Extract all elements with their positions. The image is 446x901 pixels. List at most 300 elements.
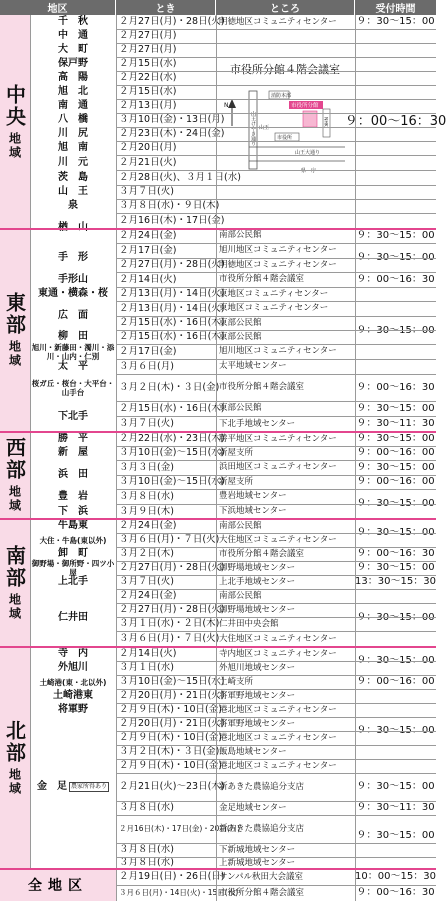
date-32: ３月８日(水) bbox=[119, 490, 174, 502]
time-16: ９：30〜15：00 bbox=[356, 251, 435, 263]
place-15: 南部公民館 bbox=[219, 230, 262, 241]
district-label: 中 通 bbox=[58, 30, 88, 41]
district-label: 御野場・御所野・四ツ小屋 bbox=[31, 559, 115, 577]
district-24 bbox=[30, 359, 116, 374]
row-divider bbox=[116, 759, 436, 760]
region-north bbox=[0, 647, 30, 868]
district-label: 川 尻 bbox=[58, 128, 88, 139]
place-21: 東部公民館 bbox=[219, 317, 262, 328]
place-47: 港北地区コミュニティセンター bbox=[219, 704, 337, 715]
district-label: 川 元 bbox=[58, 156, 88, 168]
place-41: 仁井田中央会館 bbox=[219, 618, 279, 629]
district-label: 下 浜 bbox=[58, 505, 88, 517]
row-divider bbox=[116, 57, 436, 58]
date-50: ３月２日(木)・３日(金) bbox=[119, 746, 220, 758]
district-32 bbox=[30, 489, 116, 504]
row-divider bbox=[116, 287, 436, 288]
district-10 bbox=[30, 155, 116, 170]
place-29: 新屋支所 bbox=[219, 447, 254, 458]
date-24: ３月６日(月) bbox=[119, 360, 174, 372]
row-divider bbox=[116, 374, 436, 375]
row-divider bbox=[116, 43, 436, 44]
row-divider bbox=[116, 344, 436, 345]
time-31: ９：00〜16：00 bbox=[356, 476, 435, 487]
district-44 bbox=[30, 661, 116, 675]
row-divider bbox=[116, 885, 436, 886]
date-19: ２月13日(月)・14日(火) bbox=[119, 288, 225, 300]
district-label: 外旭川 bbox=[58, 662, 88, 673]
district-label: 柳 田 bbox=[58, 331, 88, 342]
time-15: ９：30〜15：00 bbox=[356, 229, 435, 241]
row-divider bbox=[116, 703, 436, 704]
date-17: ２月27日(月)・28日(火) bbox=[119, 259, 225, 271]
region-separator bbox=[0, 431, 436, 433]
time-37: ９：30〜15：00 bbox=[356, 562, 435, 573]
row-divider bbox=[116, 675, 436, 676]
row-divider bbox=[116, 243, 436, 244]
row-divider bbox=[116, 857, 436, 858]
region-separator bbox=[0, 518, 436, 520]
row-divider bbox=[116, 316, 436, 317]
place-20: 東地区コミュニティセンター bbox=[219, 303, 329, 314]
district-label: 桜ガ丘・桜台・大平台・山手台 bbox=[31, 378, 115, 397]
district-label: 茨 島 bbox=[58, 171, 88, 183]
date-3: ２月15日(水) bbox=[119, 58, 177, 70]
place-32: 豊岩地域センター bbox=[219, 491, 287, 502]
place-22: 東部公民館 bbox=[219, 331, 262, 342]
date-5: ２月15日(水) bbox=[119, 86, 177, 98]
district-50 bbox=[30, 745, 116, 773]
district-label: 手形山 bbox=[58, 273, 88, 285]
district-23 bbox=[30, 344, 116, 359]
region-south-suffix: 地域 bbox=[7, 592, 22, 621]
district-29 bbox=[30, 446, 116, 460]
date-0: ２月27日(月)・28日(火) bbox=[119, 16, 225, 28]
district-13 bbox=[30, 199, 116, 213]
district-label: 豊 岩 bbox=[58, 490, 88, 502]
date-31: ３月10日(金)〜15日(水) bbox=[119, 476, 225, 488]
date-45: ３月10日(金)〜15日(水) bbox=[119, 676, 225, 688]
map-title: 市役所分館４階会議室 bbox=[230, 63, 340, 76]
row-divider bbox=[116, 359, 436, 360]
district-12 bbox=[30, 185, 116, 199]
place-25: 市役所分館４階会議室 bbox=[219, 382, 305, 393]
row-divider bbox=[116, 416, 436, 417]
header-time: 受付時間 bbox=[355, 0, 436, 15]
date-10: ２月21日(火) bbox=[119, 156, 177, 168]
region-west-name: 西部 bbox=[2, 437, 27, 481]
region-east bbox=[0, 229, 30, 431]
time-54: ９：30〜15：00 bbox=[356, 830, 435, 841]
district-53 bbox=[30, 801, 116, 843]
region-west-suffix: 地域 bbox=[7, 485, 22, 513]
date-23: ２月17日(金) bbox=[119, 345, 177, 357]
row-divider bbox=[116, 547, 436, 548]
district-26 bbox=[30, 401, 116, 432]
district-label: 手 形 bbox=[58, 251, 88, 263]
time-43: ９：30〜15：00 bbox=[356, 655, 435, 666]
col-divider bbox=[355, 15, 356, 901]
district-48 bbox=[30, 717, 116, 745]
district-45 bbox=[30, 675, 116, 689]
region-separator bbox=[0, 868, 436, 870]
date-52: ２月21日(火)〜23日(木) bbox=[119, 781, 225, 793]
district-label: 勝 平 bbox=[58, 433, 88, 444]
district-39 bbox=[30, 589, 116, 647]
place-45: 土崎支所 bbox=[219, 676, 254, 687]
date-41: ３月１日(水)・２日(木) bbox=[119, 618, 220, 630]
place-57: サンパル秋田大会議室 bbox=[219, 871, 303, 882]
region-all: 全地区 bbox=[0, 869, 116, 901]
row-divider bbox=[116, 155, 436, 156]
district-label: 浜 田 bbox=[58, 468, 88, 480]
date-54: ２月16日(木)・17日(金)・20日(月) bbox=[119, 824, 241, 834]
row-divider bbox=[116, 843, 436, 844]
row-divider bbox=[116, 603, 436, 604]
date-34: ２月24日(金) bbox=[119, 520, 177, 532]
date-58: ３月６日(月)・14日(火)・15日(水) bbox=[119, 888, 239, 898]
row-divider bbox=[116, 561, 436, 562]
row-divider bbox=[116, 113, 436, 114]
time-53: ９：30〜11：30 bbox=[356, 802, 435, 813]
place-23: 旭川地区コミュニティセンター bbox=[219, 346, 337, 357]
time-27: ９：30〜11：30 bbox=[356, 418, 435, 429]
time-36: ９：00〜16：30 bbox=[356, 548, 435, 559]
place-17: 明徳地区コミュニティセンター bbox=[219, 259, 337, 270]
time-26: ９：30〜15：00 bbox=[356, 402, 435, 414]
date-9: ２月20日(月) bbox=[119, 142, 177, 154]
region-north-suffix: 地域 bbox=[7, 767, 22, 796]
district-label: 旭 南 bbox=[58, 142, 88, 153]
place-53: 金足地域センター bbox=[219, 802, 287, 813]
central-time-merged: ９：00〜16：30 bbox=[344, 114, 446, 129]
place-56: 上新城地域センター bbox=[219, 857, 296, 868]
district-label: 旭川・新藤田・濁川・添川・山内・仁別 bbox=[31, 342, 115, 361]
map-nhk-label: NHK bbox=[322, 117, 328, 127]
district-label: 大 町 bbox=[58, 44, 88, 55]
row-divider bbox=[116, 815, 436, 816]
district-47 bbox=[30, 703, 116, 717]
map-bunkan-label: 市役所分館 bbox=[291, 103, 319, 109]
district-4 bbox=[30, 71, 116, 85]
district-43 bbox=[30, 647, 116, 661]
place-31: 新屋支所 bbox=[219, 476, 254, 487]
time-28: ９：30〜15：00 bbox=[356, 433, 435, 444]
row-divider bbox=[116, 661, 436, 662]
place-0: 明徳地区コミュニティセンター bbox=[219, 16, 337, 27]
district-0 bbox=[30, 15, 116, 29]
time-30: ９：30〜15：00 bbox=[356, 461, 435, 473]
region-central-suffix: 地域 bbox=[7, 131, 22, 160]
date-11: ２月28日(火)、３月１日(水) bbox=[119, 171, 241, 183]
place-16: 旭川地区コミュニティセンター bbox=[219, 245, 337, 256]
district-38 bbox=[30, 575, 116, 589]
time-18: ９：00〜16：30 bbox=[356, 273, 435, 285]
date-25: ３月２日(木)・３日(金) bbox=[119, 381, 220, 393]
district-11 bbox=[30, 170, 116, 185]
district-37 bbox=[30, 561, 116, 575]
district-label: 泉 bbox=[68, 200, 78, 211]
place-18: 市役所分館４階会議室 bbox=[219, 274, 305, 285]
map-kencho-label: 県 庁 bbox=[301, 168, 317, 174]
place-48: 将軍野地域センター bbox=[219, 718, 296, 729]
district-25 bbox=[30, 374, 116, 401]
col-divider bbox=[216, 15, 217, 901]
place-46: 将軍野地域センター bbox=[219, 690, 296, 701]
date-36: ３月２日(木) bbox=[119, 548, 174, 560]
col-divider bbox=[116, 15, 117, 901]
date-6: ２月13日(月) bbox=[119, 100, 177, 112]
time-34: ９：30〜15：00 bbox=[356, 527, 435, 538]
row-divider bbox=[116, 504, 436, 505]
region-central-name: 中央 bbox=[2, 83, 27, 128]
date-15: ２月24日(金) bbox=[119, 229, 177, 241]
district-label: 八 橋 bbox=[58, 114, 88, 125]
district-28 bbox=[30, 432, 116, 446]
row-divider bbox=[116, 99, 436, 100]
district-label: 東通・横森・桜 bbox=[38, 288, 108, 299]
time-25: ９：00〜16：30 bbox=[356, 381, 435, 393]
place-54: 新あきた農協追分支店 bbox=[219, 823, 305, 834]
place-28: 勝平地区コミュニティセンター bbox=[219, 433, 337, 444]
map-sanno-label: 山王 bbox=[259, 125, 270, 131]
region-south bbox=[0, 519, 30, 646]
date-8: ２月23日(木)・24日(金) bbox=[119, 128, 225, 140]
map-shoubo-label: 消防本部 bbox=[271, 93, 292, 99]
date-44: ３月１日(水) bbox=[119, 662, 174, 674]
district-label: 上北手 bbox=[58, 576, 88, 587]
farm-income-tag: 農家所得あり bbox=[70, 783, 107, 790]
map-north-label: N bbox=[224, 102, 229, 109]
map-sanno-odori-label: 山王大通り bbox=[295, 150, 321, 156]
date-43: ２月14日(火) bbox=[119, 648, 177, 660]
row-divider bbox=[116, 258, 436, 259]
date-55: ３月８日(水) bbox=[119, 844, 174, 856]
date-4: ２月22日(水) bbox=[119, 72, 177, 84]
region-east-suffix: 地域 bbox=[7, 340, 22, 368]
district-20 bbox=[30, 301, 116, 330]
district-label: 広 面 bbox=[58, 309, 88, 321]
place-24: 太平地域センター bbox=[219, 361, 287, 372]
district-33 bbox=[30, 504, 116, 519]
place-44: 外旭川地域センター bbox=[219, 662, 296, 673]
date-48: ２月20日(月)・21日(火) bbox=[119, 718, 225, 730]
district-35 bbox=[30, 533, 116, 547]
district-label: 旭 北 bbox=[58, 86, 88, 97]
row-divider bbox=[116, 301, 436, 302]
date-57: ２月19日(日)・26日(日) bbox=[119, 871, 225, 883]
date-18: ２月14日(火) bbox=[119, 273, 177, 285]
district-label: 寺 内 bbox=[58, 648, 88, 659]
district-1 bbox=[30, 29, 116, 43]
date-14: ２月16日(木)・17日(金) bbox=[119, 214, 225, 226]
district-label: 土崎港(東・北以外) bbox=[39, 677, 107, 687]
date-47: ２月９日(木)・10日(金) bbox=[119, 704, 222, 716]
district-label: 牛島東 bbox=[58, 520, 88, 531]
district-5 bbox=[30, 85, 116, 99]
district-30 bbox=[30, 460, 116, 489]
row-divider bbox=[116, 29, 436, 30]
date-37: ２月27日(月)・28日(火) bbox=[119, 562, 225, 574]
date-21: ２月15日(水)・16日(木) bbox=[119, 317, 225, 329]
district-19 bbox=[30, 287, 116, 301]
district-9 bbox=[30, 141, 116, 155]
row-divider bbox=[116, 446, 436, 447]
row-divider bbox=[116, 199, 436, 200]
col-divider bbox=[30, 15, 31, 869]
row-divider bbox=[116, 330, 436, 331]
district-label: 仁井田 bbox=[58, 612, 88, 623]
row-divider bbox=[116, 213, 436, 214]
place-35: 大住地区コミュニティセンター bbox=[219, 534, 337, 545]
place-30: 浜田地区コミュニティセンター bbox=[219, 462, 337, 473]
date-53: ３月８日(水) bbox=[119, 802, 174, 814]
row-divider bbox=[116, 717, 436, 718]
row-divider bbox=[116, 460, 436, 461]
district-label: 金 足 bbox=[36, 781, 67, 792]
district-3 bbox=[30, 57, 116, 71]
region-east-name: 東部 bbox=[2, 292, 27, 336]
district-6 bbox=[30, 99, 116, 113]
row-divider bbox=[116, 127, 436, 128]
row-divider bbox=[116, 689, 436, 690]
time-38: 13：30〜15：30 bbox=[355, 576, 436, 587]
row-divider bbox=[116, 631, 436, 632]
date-49: ２月９日(木)・10日(金) bbox=[119, 732, 222, 744]
date-26: ２月15日(水)・16日(木) bbox=[119, 402, 225, 414]
row-divider bbox=[116, 141, 436, 142]
district-7 bbox=[30, 113, 116, 127]
time-0: ９：30〜15：00 bbox=[356, 16, 435, 27]
row-divider bbox=[116, 401, 436, 402]
district-label: 太 平 bbox=[58, 360, 88, 372]
date-30: ３月３日(金) bbox=[119, 461, 174, 473]
place-37: 御野場地域センター bbox=[219, 562, 296, 573]
header-area: 地区 bbox=[0, 0, 116, 15]
place-19: 東地区コミュニティセンター bbox=[219, 288, 329, 299]
map-yamaguchi-label: 山王けやき通り bbox=[250, 111, 256, 146]
place-55: 下新城地域センター bbox=[219, 844, 296, 855]
date-38: ３月７日(火) bbox=[119, 576, 174, 588]
time-52: ９：30〜15：00 bbox=[356, 781, 435, 792]
place-38: 上北手地域センター bbox=[219, 576, 296, 587]
region-central bbox=[0, 15, 30, 228]
district-46 bbox=[30, 689, 116, 703]
date-20: ２月13日(月)・14日(火) bbox=[119, 302, 225, 314]
row-divider bbox=[116, 575, 436, 576]
place-42: 大住地区コミュニティセンター bbox=[219, 633, 337, 644]
district-16 bbox=[30, 243, 116, 272]
date-16: ２月17日(金) bbox=[119, 244, 177, 256]
date-35: ３月６日(月)・７日(火) bbox=[119, 534, 220, 546]
date-56: ３月８日(水) bbox=[119, 857, 174, 869]
region-separator bbox=[0, 646, 436, 648]
time-45: ９：00〜16：00 bbox=[356, 676, 435, 687]
place-34: 南部公民館 bbox=[219, 520, 262, 531]
place-36: 市役所分館４階会議室 bbox=[219, 548, 305, 559]
district-label: 高 陽 bbox=[58, 72, 88, 83]
date-2: ２月27日(月) bbox=[119, 44, 177, 56]
date-40: ２月27日(月)・28日(火) bbox=[119, 604, 225, 616]
district-52 bbox=[30, 773, 116, 801]
district-label: 卸 町 bbox=[58, 548, 88, 559]
row-divider bbox=[116, 71, 436, 72]
district-label: 南 通 bbox=[58, 100, 88, 111]
date-46: ２月20日(月)・21日(火) bbox=[119, 690, 225, 702]
district-label: 大住・牛島(東以外) bbox=[39, 535, 107, 545]
date-22: ２月15日(水)・16日(木) bbox=[119, 331, 225, 343]
place-58: 市役所分館４階会議室 bbox=[219, 887, 305, 898]
district-label: 下北手 bbox=[58, 410, 88, 422]
district-label: 将軍野 bbox=[58, 704, 88, 715]
time-46: ９：30〜15：00 bbox=[356, 725, 435, 736]
place-26: 東部公民館 bbox=[219, 403, 262, 414]
time-57: 10：00〜15：30 bbox=[355, 871, 436, 882]
region-south-name: 南部 bbox=[2, 544, 27, 589]
header-place: ところ bbox=[216, 0, 355, 15]
time-58: ９：00〜16：30 bbox=[356, 887, 435, 898]
row-divider bbox=[116, 533, 436, 534]
place-39: 南部公民館 bbox=[219, 590, 262, 601]
row-divider bbox=[116, 801, 436, 802]
date-28: ２月22日(水)・23日(木) bbox=[119, 433, 225, 445]
row-divider bbox=[116, 85, 436, 86]
time-32: ９：30〜15：00 bbox=[356, 498, 435, 509]
date-39: ２月24日(金) bbox=[119, 590, 177, 602]
district-8 bbox=[30, 127, 116, 141]
region-north-name: 北部 bbox=[2, 719, 27, 764]
date-29: ３月10日(金)〜15日(水) bbox=[119, 447, 225, 459]
time-19: ９：30〜15：00 bbox=[356, 324, 435, 336]
date-27: ３月７日(火) bbox=[119, 418, 174, 430]
date-51: ２月９日(木)・10日(金) bbox=[119, 760, 222, 772]
row-divider bbox=[116, 617, 436, 618]
district-label: 新 屋 bbox=[58, 447, 88, 458]
place-52: 新あきた農協追分支店 bbox=[219, 781, 305, 792]
map-shiyakusho-label: 市役所 bbox=[277, 135, 293, 141]
row-divider bbox=[116, 731, 436, 732]
district-label: 千 秋 bbox=[58, 16, 88, 27]
date-13: ３月８日(水)・９日(木) bbox=[119, 200, 220, 212]
row-divider bbox=[116, 475, 436, 476]
place-50: 飯島地域センター bbox=[219, 746, 287, 757]
district-18 bbox=[30, 272, 116, 287]
header-date: とき bbox=[116, 0, 216, 15]
row-divider bbox=[116, 170, 436, 171]
row-divider bbox=[116, 489, 436, 490]
place-33: 下浜地域センター bbox=[219, 506, 287, 517]
row-divider bbox=[116, 185, 436, 186]
district-label: 保戸野 bbox=[58, 58, 88, 69]
place-40: 御野場地域センター bbox=[219, 604, 296, 615]
date-12: ３月７日(火) bbox=[119, 186, 174, 198]
place-49: 港北地区コミュニティセンター bbox=[219, 732, 337, 743]
district-55 bbox=[30, 843, 116, 869]
district-2 bbox=[30, 43, 116, 57]
time-29: ９：00〜16：00 bbox=[356, 447, 435, 458]
district-label: 山 王 bbox=[58, 186, 88, 197]
date-42: ３月６日(月)・７日(火) bbox=[119, 633, 220, 645]
date-33: ３月９日(木) bbox=[119, 505, 174, 517]
row-divider bbox=[116, 272, 436, 273]
place-51: 港北地区コミュニティセンター bbox=[219, 760, 337, 771]
time-39: ９：30〜15：00 bbox=[356, 612, 435, 623]
date-1: ２月27日(月) bbox=[119, 30, 177, 42]
date-7: ３月10日(金)・13日(月) bbox=[119, 114, 225, 126]
row-divider bbox=[116, 589, 436, 590]
region-separator bbox=[0, 228, 436, 230]
place-43: 寺内地区コミュニティセンター bbox=[219, 648, 337, 659]
